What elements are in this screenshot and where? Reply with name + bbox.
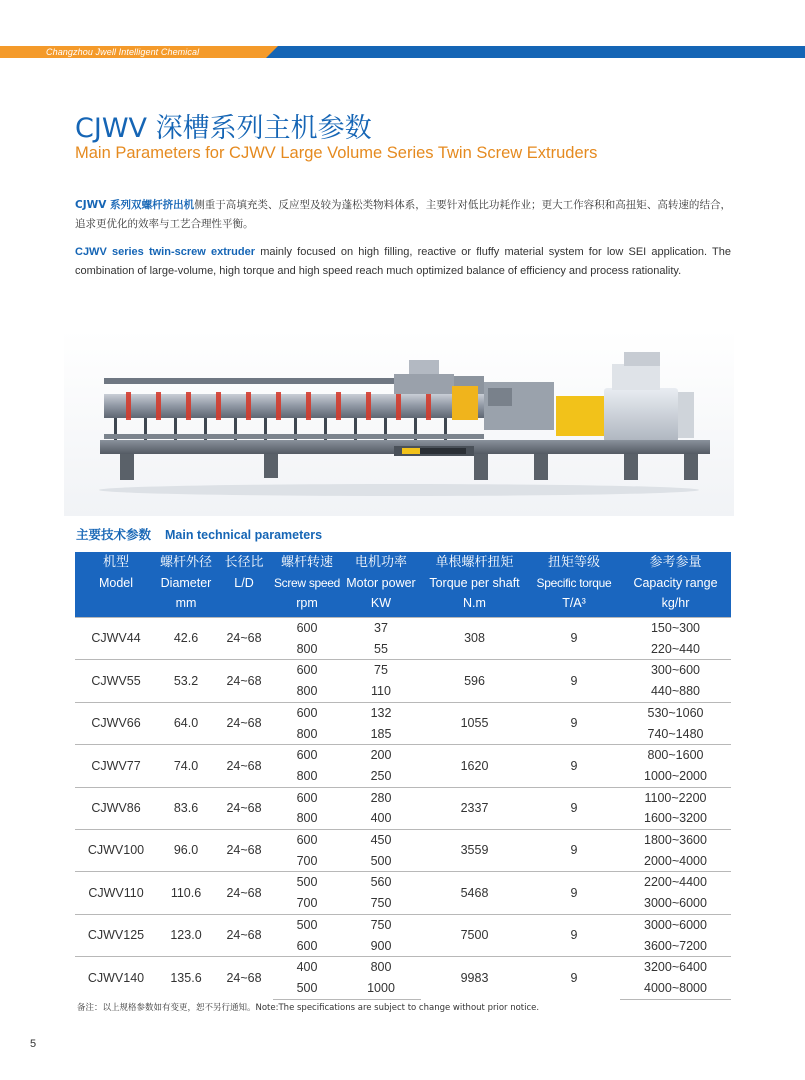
cell-capacity: 3200~6400 (620, 957, 731, 978)
cell-torque: 1620 (421, 745, 528, 787)
column-header (157, 552, 215, 618)
cell-motor-power: 280 (341, 787, 421, 808)
column-header (421, 552, 528, 618)
cell-capacity: 300~600 (620, 660, 731, 681)
cell-ld: 24~68 (215, 830, 273, 872)
cell-model: CJWV55 (75, 660, 157, 702)
intro-paragraph-cn (75, 196, 731, 234)
column-header-cn: 扭矩等级 (547, 555, 600, 570)
cell-diameter: 83.6 (157, 787, 215, 829)
cell-diameter: 74.0 (157, 745, 215, 787)
cell-screw-speed: 600 (273, 787, 341, 808)
column-header-unit: N.m (463, 596, 486, 610)
page-number: 5 (30, 1038, 37, 1050)
cell-screw-speed: 500 (273, 914, 341, 935)
cell-capacity: 1800~3600 (620, 830, 731, 851)
cell-motor-power: 1000 (341, 978, 421, 999)
cell-capacity: 4000~8000 (620, 978, 731, 999)
cell-screw-speed: 800 (296, 768, 318, 783)
cell-motor-power: 800 (341, 957, 421, 978)
section-title-en: Main technical parameters (165, 528, 323, 542)
column-header-unit: rpm (296, 596, 318, 610)
cell-screw-speed: 800 (296, 726, 318, 741)
cell-motor-power: 900 (370, 938, 392, 953)
cell-motor-power: 250 (370, 768, 392, 783)
cell-screw-speed: 800 (296, 811, 318, 826)
extruder-machine-image (64, 330, 734, 516)
column-header-cn: 电机功率 (354, 555, 407, 570)
cell-ld: 24~68 (215, 660, 273, 702)
column-header-en: Diameter (160, 576, 212, 590)
header-blue-band (266, 46, 805, 58)
cell-screw-speed: 600 (273, 830, 341, 851)
table-row (75, 745, 731, 766)
cell-screw-speed: 600 (273, 618, 341, 639)
cell-motor-power: 750 (370, 896, 392, 911)
cell-capacity: 3600~7200 (644, 938, 707, 953)
cell-diameter: 96.0 (157, 830, 215, 872)
intro-lead-cn: CJWV 系列双螺杆挤出机 (75, 199, 195, 211)
cell-specific-torque: 9 (528, 872, 620, 914)
column-header (528, 552, 620, 618)
table-row (75, 618, 731, 639)
cell-motor-power: 55 (374, 641, 388, 656)
column-header-unit (215, 593, 273, 613)
cell-motor-power: 450 (341, 830, 421, 851)
column-header-en: Model (98, 576, 134, 590)
page-title-en: Main Parameters for CJWV Large Volume Series Twin Screw Extruders (75, 144, 598, 162)
column-header (341, 552, 421, 618)
cell-ld: 24~68 (215, 787, 273, 829)
cell-ld: 24~68 (215, 618, 273, 660)
column-header-en: Specific torque (536, 576, 612, 590)
column-header-unit: KW (370, 596, 392, 610)
cell-model: CJWV110 (75, 872, 157, 914)
cell-motor-power: 560 (341, 872, 421, 893)
cell-screw-speed: 700 (296, 896, 318, 911)
intro-paragraph-en (75, 243, 731, 281)
cell-screw-speed: 600 (273, 745, 341, 766)
cell-torque: 9983 (421, 957, 528, 999)
column-header-en: Motor power (346, 576, 416, 590)
column-header-cn: 机型 (102, 555, 129, 570)
column-header (273, 552, 341, 618)
cell-capacity: 2200~4400 (620, 872, 731, 893)
cell-ld: 24~68 (215, 872, 273, 914)
column-header-en: Capacity range (633, 576, 718, 590)
table-row (75, 914, 731, 935)
cell-specific-torque: 9 (528, 745, 620, 787)
spec-table (75, 552, 731, 1000)
cell-torque: 3559 (421, 830, 528, 872)
cell-screw-speed: 500 (273, 978, 341, 999)
table-row (75, 957, 731, 978)
cell-diameter: 123.0 (157, 914, 215, 956)
cell-diameter: 64.0 (157, 702, 215, 744)
cell-ld: 24~68 (215, 702, 273, 744)
cell-torque: 7500 (421, 914, 528, 956)
cell-motor-power: 132 (341, 702, 421, 723)
column-header-cn: 长径比 (224, 555, 264, 570)
cell-motor-power: 75 (341, 660, 421, 681)
cell-motor-power: 500 (370, 853, 392, 868)
column-header-unit: mm (175, 596, 197, 610)
column-header (620, 552, 731, 618)
cell-screw-speed: 600 (273, 660, 341, 681)
company-name: Changzhou Jwell Intelligent Chemical (46, 47, 200, 57)
table-row (75, 702, 731, 723)
cell-capacity: 1100~2200 (620, 787, 731, 808)
cell-motor-power: 37 (341, 618, 421, 639)
cell-torque: 5468 (421, 872, 528, 914)
cell-screw-speed: 500 (273, 872, 341, 893)
cell-specific-torque: 9 (528, 957, 620, 999)
column-header (75, 552, 157, 618)
cell-specific-torque: 9 (528, 914, 620, 956)
section-title-cn: 主要技术参数 (76, 527, 152, 542)
cell-model: CJWV140 (75, 957, 157, 999)
cell-screw-speed: 800 (296, 684, 318, 699)
cell-screw-speed: 400 (273, 957, 341, 978)
cell-motor-power: 185 (370, 726, 392, 741)
cell-capacity: 800~1600 (620, 745, 731, 766)
column-header-cn: 螺杆转速 (280, 555, 333, 570)
cell-diameter: 110.6 (157, 872, 215, 914)
cell-model: CJWV44 (75, 618, 157, 660)
cell-capacity: 1000~2000 (644, 768, 707, 783)
cell-diameter: 53.2 (157, 660, 215, 702)
table-row (75, 787, 731, 808)
cell-specific-torque: 9 (528, 787, 620, 829)
cell-model: CJWV125 (75, 914, 157, 956)
cell-motor-power: 110 (371, 684, 391, 699)
intro-text-en: mainly focused on high filling, reactive or fluffy material system for low SEI application. The combination of large-volume, high torque and high speed reach much optimized balance of efficiency and process rationality. (75, 246, 732, 277)
column-header (215, 552, 273, 618)
cell-diameter: 135.6 (157, 957, 215, 999)
column-header-en: Torque per shaft (429, 576, 520, 590)
column-header-en: L/D (234, 576, 254, 590)
table-header-row (75, 552, 731, 618)
column-header-unit (75, 593, 157, 613)
cell-capacity: 2000~4000 (644, 853, 707, 868)
cell-diameter: 42.6 (157, 618, 215, 660)
table-row (75, 660, 731, 681)
cell-model: CJWV100 (75, 830, 157, 872)
page-title-cn: CJWV 深槽系列主机参数 (75, 113, 372, 144)
cell-capacity: 530~1060 (620, 702, 731, 723)
cell-motor-power: 400 (370, 811, 392, 826)
column-header-en: Screw speed (273, 576, 341, 590)
column-header-unit: T/A³ (562, 596, 586, 610)
cell-screw-speed: 600 (296, 938, 318, 953)
cell-capacity: 740~1480 (647, 726, 704, 741)
cell-capacity: 1600~3200 (644, 811, 707, 826)
table-header (75, 552, 731, 618)
cell-model: CJWV66 (75, 702, 157, 744)
cell-specific-torque: 9 (528, 702, 620, 744)
intro-text-cn: 侧重于高填充类、反应型及较为蓬松类物料体系，主要针对低比功耗作业；更大工作容积和高扭矩、高转速的结合，追求更优化的效率与工艺合理性平衡。 (75, 199, 732, 230)
cell-capacity: 440~880 (650, 684, 700, 699)
cell-ld: 24~68 (215, 745, 273, 787)
column-header-cn: 参考参量 (649, 555, 702, 570)
column-header-cn: 螺杆外径 (159, 555, 212, 570)
cell-torque: 1055 (421, 702, 528, 744)
cell-torque: 308 (421, 618, 528, 660)
cell-capacity: 3000~6000 (620, 914, 731, 935)
section-title (76, 525, 322, 543)
cell-torque: 2337 (421, 787, 528, 829)
table-body (75, 618, 731, 1000)
cell-torque: 596 (421, 660, 528, 702)
cell-motor-power: 200 (341, 745, 421, 766)
intro-lead-en: CJWV series twin-screw extruder (75, 246, 256, 258)
cell-screw-speed: 700 (296, 853, 318, 868)
column-header-cn: 单根螺杆扭矩 (435, 555, 514, 570)
cell-model: CJWV77 (75, 745, 157, 787)
cell-ld: 24~68 (215, 914, 273, 956)
cell-screw-speed: 600 (273, 702, 341, 723)
table-row (75, 872, 731, 893)
cell-capacity: 150~300 (620, 618, 731, 639)
column-header-unit: kg/hr (661, 596, 690, 610)
cell-motor-power: 750 (341, 914, 421, 935)
cell-ld: 24~68 (215, 957, 273, 999)
table-row (75, 830, 731, 851)
cell-specific-torque: 9 (528, 618, 620, 660)
footnote: 备注：以上规格参数如有变更，恕不另行通知。Note:The specifications are subject to change without prior notice. (77, 1003, 540, 1013)
cell-capacity: 3000~6000 (644, 896, 707, 911)
cell-screw-speed: 800 (296, 641, 318, 656)
cell-specific-torque: 9 (528, 830, 620, 872)
cell-capacity: 220~440 (650, 641, 700, 656)
cell-model: CJWV86 (75, 787, 157, 829)
cell-specific-torque: 9 (528, 660, 620, 702)
